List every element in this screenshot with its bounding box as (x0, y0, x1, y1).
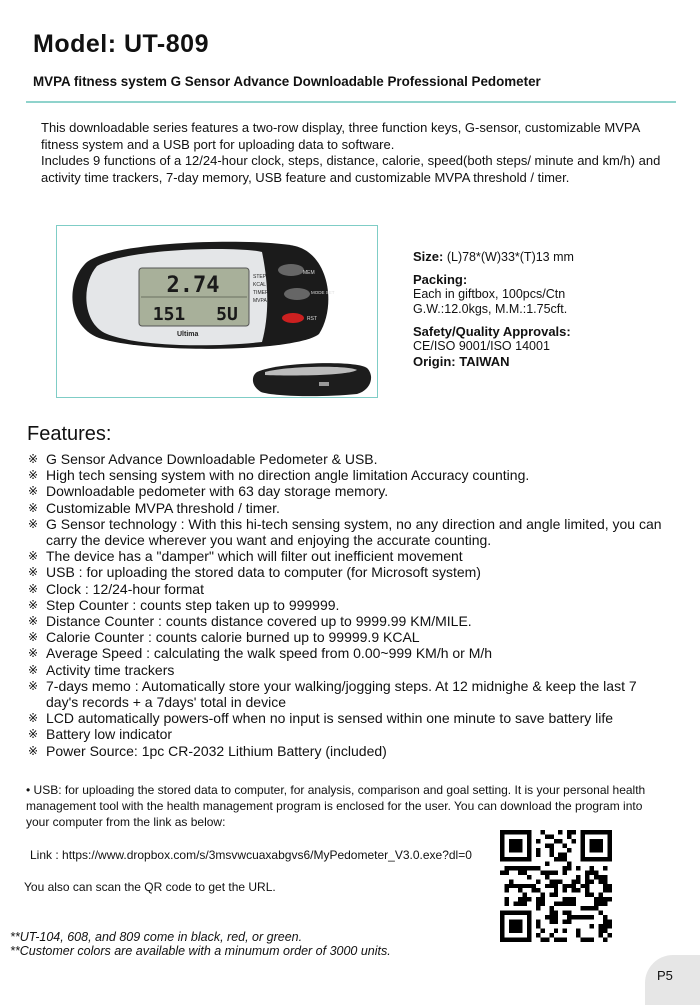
lcd-bottom-right: 5U (216, 304, 238, 325)
mode-button-shape (284, 288, 310, 300)
feature-text: G Sensor technology : With this hi-tech sensing system, no any direction and angle limited, you can carry the device wherever you want and enjoying the accurate counting. (46, 515, 662, 549)
feature-text: Distance Counter : counts distance covered up to 9999.99 KM/MILE. (46, 613, 472, 630)
feature-text: Average Speed : calculating the walk speed from 0.00~999 KM/h or M/h (46, 645, 493, 662)
mem-button-label: MEM (303, 270, 315, 276)
rst-button-label: RST (307, 316, 317, 322)
feature-bullet: ※ (28, 452, 39, 466)
spec-panel (413, 249, 574, 376)
feature-bullet: ※ (28, 500, 39, 515)
feature-bullet: ※ (28, 646, 39, 661)
feature-text: Power Source: 1pc CR-2032 Lithium Battery (included) (46, 742, 387, 759)
note-line-1: **UT-104, 608, and 809 come in black, red, or green. (10, 930, 303, 944)
product-photo (56, 225, 378, 398)
feature-text: Battery low indicator (46, 726, 173, 743)
feature-item (28, 548, 668, 564)
feature-bullet: ※ (28, 614, 39, 629)
feature-text: G Sensor Advance Downloadable Pedometer & USB. (46, 451, 378, 467)
feature-item (28, 726, 668, 742)
feature-item (28, 483, 668, 499)
packing-line-2: G.W.:12.0kgs, M.M.:1.75cft. (413, 302, 568, 316)
mode-label-step: STEP (253, 274, 267, 280)
feature-item (28, 710, 668, 726)
feature-bullet: ※ (28, 597, 39, 612)
feature-bullet: ※ (28, 516, 39, 531)
feature-item (28, 743, 668, 759)
feature-item (28, 581, 668, 597)
feature-bullet: ※ (28, 678, 39, 693)
packing-label: Packing: (413, 272, 468, 287)
feature-item (28, 500, 668, 516)
feature-text: 7-days memo : Automatically store your walking/jogging steps. At 12 midnighe & keep the last 7 day's records + a 7days' total in device (46, 677, 637, 711)
feature-item (28, 645, 668, 661)
feature-text: Customizable MVPA threshold / timer. (46, 499, 280, 516)
product-subtitle: MVPA fitness system G Sensor Advance Downloadable Professional Pedometer (33, 74, 541, 89)
feature-item (28, 613, 668, 629)
feature-bullet: ※ (28, 630, 39, 645)
rst-button-shape (282, 313, 304, 323)
feature-item (28, 678, 668, 710)
approvals-value: CE/ISO 9001/ISO 14001 (413, 339, 550, 353)
feature-bullet: ※ (28, 484, 39, 499)
mem-button-shape (278, 264, 304, 276)
feature-bullet: ※ (28, 711, 39, 726)
qr-modules (500, 830, 612, 942)
feature-item (28, 597, 668, 613)
note-line-2: **Customer colors are available with a minumum order of 3000 units. (10, 944, 391, 958)
origin-label: Origin: TAIWAN (413, 354, 510, 369)
feature-text: Activity time trackers (46, 661, 175, 678)
feature-item (28, 516, 668, 548)
feature-text: The device has a "damper" which will filter out inefficient movement (46, 548, 463, 565)
feature-bullet: ※ (28, 743, 39, 758)
usb-description: • USB: for uploading the stored data to computer, for analysis, comparison and goal setting. It is your personal health management tool with the health management program is enclosed for the user. You can download the program into your computer from the link as below: (26, 783, 646, 829)
size-value: (L)78*(W)33*(T)13 mm (446, 250, 574, 264)
feature-bullet: ※ (28, 468, 39, 483)
scan-instruction: You also can scan the QR code to get the URL. (24, 880, 276, 894)
feature-item (28, 451, 668, 467)
feature-item (28, 662, 668, 678)
feature-item (28, 629, 668, 645)
feature-list (28, 451, 668, 759)
mode-button-label: MODE SET (311, 290, 335, 295)
approvals-label: Safety/Quality Approvals: (413, 324, 571, 339)
color-notes (10, 930, 391, 958)
feature-text: LCD automatically powers-off when no input is sensed within one minute to save battery life (46, 710, 614, 727)
header-divider (26, 101, 676, 103)
feature-text: USB : for uploading the stored data to computer (for Microsoft system) (46, 564, 481, 581)
feature-bullet: ※ (28, 565, 39, 580)
mode-label-mvpa: MVPA (253, 298, 267, 304)
intro-paragraph-1: This downloadable series features a two-row display, three function keys, G-sensor, customizable MVPA fitness system and a USB port for uploading data to software. (41, 120, 640, 152)
feature-text: Step Counter : counts step taken up to 999999. (46, 596, 340, 613)
feature-text: Calorie Counter : counts calorie burned up to 99999.9 KCAL (46, 629, 420, 646)
lcd-bottom-left: 151 (152, 304, 186, 325)
download-link[interactable]: Link : https://www.dropbox.com/s/3msvwcuaxabgvs6/MyPedometer_V3.0.exe?dl=0 (30, 848, 472, 862)
feature-bullet: ※ (28, 727, 39, 742)
pedometer-illustration (57, 226, 378, 398)
packing-line-1: Each in giftbox, 100pcs/Ctn (413, 287, 566, 301)
feature-text: Clock : 12/24-hour format (46, 580, 204, 597)
mode-label-timer: TIMER (253, 290, 269, 296)
feature-bullet: ※ (28, 662, 39, 677)
page-number: P5 (657, 968, 673, 983)
size-label: Size: (413, 249, 444, 264)
feature-item (28, 467, 668, 483)
feature-text: High tech sensing system with no direction angle limitation Accuracy counting. (46, 467, 530, 484)
feature-bullet: ※ (28, 549, 39, 564)
brand-label: Ultima (177, 331, 199, 338)
features-heading: Features: (27, 423, 112, 445)
feature-item (28, 564, 668, 580)
lcd-top-value: 2.74 (166, 273, 220, 298)
intro-paragraph-2: Includes 9 functions of a 12/24-hour clock, steps, distance, calorie, speed(both steps/ minute and km/h) and activity time trackers, 7-day memory, USB feature and customizable MVPA threshold / timer. (41, 153, 661, 185)
intro-text (41, 120, 661, 186)
feature-text: Downloadable pedometer with 63 day storage memory. (46, 483, 389, 500)
model-title: Model: UT-809 (33, 30, 209, 58)
feature-bullet: ※ (28, 581, 39, 596)
qr-code[interactable] (500, 830, 612, 942)
mode-label-kcal: KCAL (253, 282, 267, 288)
